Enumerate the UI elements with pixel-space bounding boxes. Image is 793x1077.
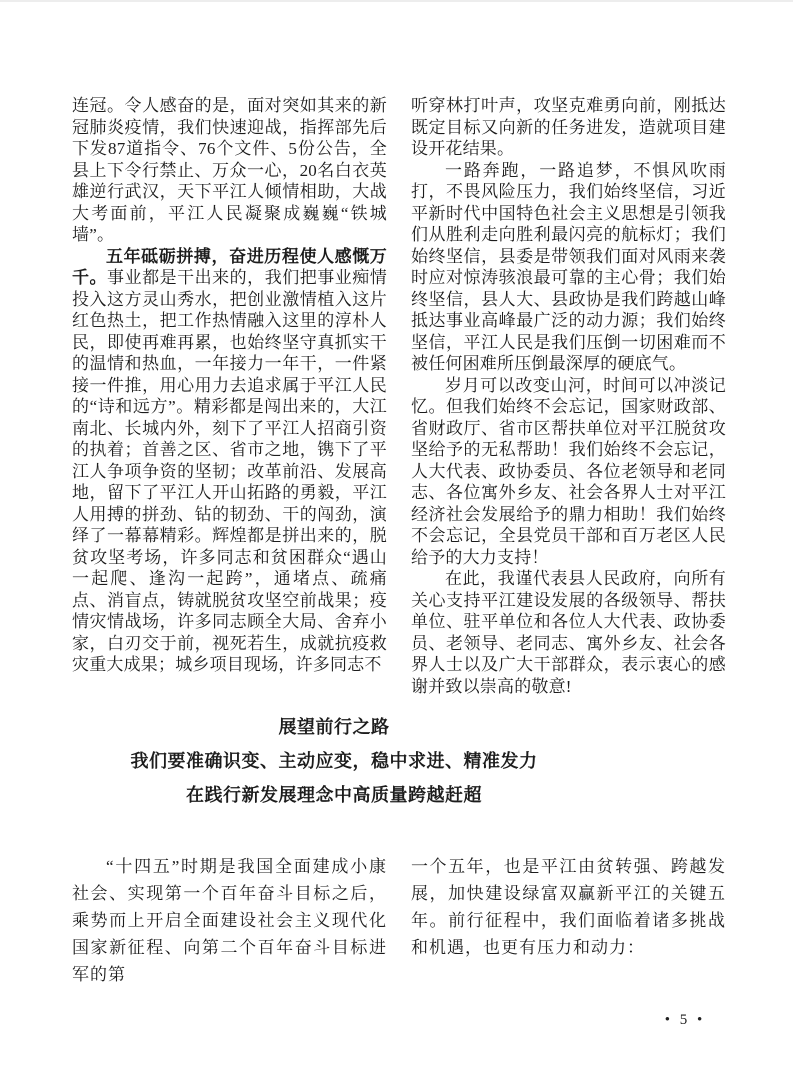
paragraph-lead-bold: 五年砥砺拼搏，奋进历程使人感慨万千。: [72, 246, 387, 287]
paragraph: 连冠。令人感奋的是，面对突如其来的新冠肺炎疫情，我们快速迎战，指挥部先后下发87道指令、76个文件、5份公告，全县上下令行禁止、万众一心，20名白衣英雄逆行武汉，天下平江人倾情相助，大战大考面前，平江人民凝聚成巍巍“铁城墙”。: [72, 96, 387, 244]
bottom-columns: [72, 853, 726, 988]
paragraph: “十四五”时期是我国全面建成小康社会、实现第一个百年奋斗目标之后，乘势而上开启全面建设社会主义现代化国家新征程、向第二个百年奋斗目标进军的第: [72, 857, 387, 984]
heading-line-3: 在践行新发展理念中高质量跨越赶超: [186, 785, 482, 805]
left-column: [72, 95, 387, 697]
heading-line-1: 展望前行之路: [278, 717, 390, 737]
paragraph: 一路奔跑，一路追梦，不惧风吹雨打，不畏风险压力，我们始终坚信，习近平新时代中国特色社会主义思想是引领我们从胜利走向胜利最闪亮的航标灯；我们始终坚信，县委是带领我们面对风雨来袭时应对惊涛骇浪最可靠的主心骨；我们始终坚信，县人大、县政协是我们跨越山峰抵达事业高峰最广泛的动力源；我们始终坚信，平江人民是我们压倒一切困难而不被任何困难所压倒最深厚的硬底气。: [411, 160, 726, 373]
paragraph: 一个五年，也是平江由贫转强、跨越发展，加快建设绿富双赢新平江的关键五年。前行征程中，我们面临着诸多挑战和机遇，也更有压力和动力：: [411, 857, 726, 957]
paragraph: 在此，我谨代表县人民政府，向所有关心支持平江建设发展的各级领导、帮扶单位、驻平单位和各位人大代表、政协委员、老领导、老同志、寓外乡友、社会各界人士以及广大干部群众，表示衷心的感谢并致以崇高的敬意!: [411, 569, 726, 696]
bottom-right-column: [411, 853, 726, 988]
paragraph-text: 事业都是干出来的，我们把事业痴情投入这方灵山秀水，把创业激情植入这片红色热土，把工作热情融入这里的淳朴人民，即使再难再累，也始终坚守真抓实干的温情和热血，一年接力一年干，一件紧接一件推，用心用力去追求属于平江人民的“诗和远方”。精彩都是闯出来的，大江南北、长城内外，刻下了平江人招商引资的执着；首善之区、省市之地，镌下了平江人争项争资的坚韧；改革前沿、发展高地，留下了平江人开山拓路的勇毅，平江人用搏的拼劲、钻的韧劲、干的闯劲，演绎了一幕幕精彩。辉煌都是拼出来的，脱贫攻坚考场，许多同志和贫困群众“遇山一起爬、逢沟一起跨”，通堵点、疏痛点、消盲点，铸就脱贫攻坚空前战果；疫情灾情战场，许多同志顾全大局、舍弃小家，白刃交于前，视死若生，成就抗疫救灾重大成果；城乡项目现场，许多同志不: [72, 268, 388, 674]
body-columns: [72, 95, 726, 697]
page-number: • 5 •: [664, 1012, 706, 1028]
right-column: [411, 95, 726, 697]
paragraph: 岁月可以改变山河，时间可以冲淡记忆。但我们始终不会忘记，国家财政部、省财政厅、省市区帮扶单位对平江脱贫攻坚给予的无私帮助！我们始终不会忘记，人大代表、政协委员、各位老领导和老同志、各位寓外乡友、社会各界人士对平江经济社会发展给予的鼎力相助！我们始终不会忘记，全县党员干部和百万老区人民给予的大力支持！: [411, 375, 726, 567]
section-heading: [68, 710, 600, 812]
heading-line-2: 我们要准确识变、主动应变，稳中求进、精准发力: [130, 751, 538, 771]
bottom-left-column: [72, 853, 387, 988]
paragraph: [72, 246, 387, 676]
paragraph: 听穿林打叶声，攻坚克难勇向前，刚抵达既定目标又向新的任务进发，造就项目建设开花结果。: [411, 96, 726, 158]
